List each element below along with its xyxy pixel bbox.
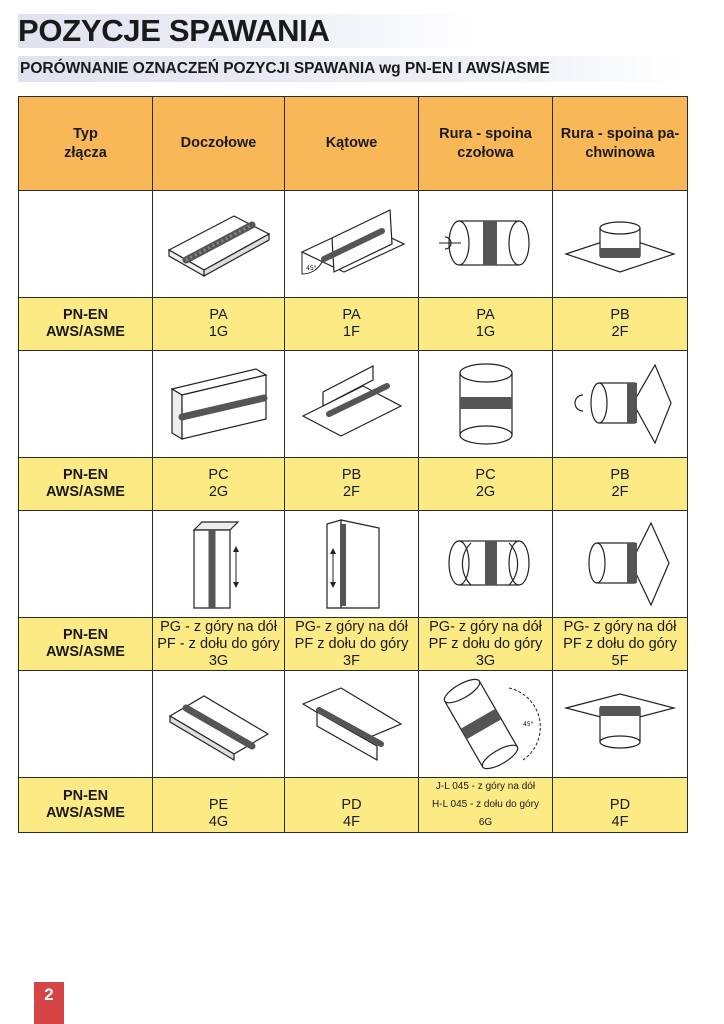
position-cell: PD 4F — [285, 778, 419, 833]
position-cell: PB 2F — [285, 458, 419, 511]
position-cell: PG- z góry na dół PF z dołu do góry 5F — [553, 618, 688, 671]
header-joint-type: Typ złącza — [19, 97, 153, 191]
header-pipe-butt: Rura - spoina czołowa — [419, 97, 553, 191]
angle-label: 45° — [305, 265, 317, 272]
code-label-cell: PN-EN AWS/ASME — [19, 778, 153, 833]
image-row-horizontal — [19, 351, 688, 458]
pipe-fillet-flat-illustration — [553, 191, 688, 298]
position-cell: J-L 045 - z góry na dół H-L 045 - z dołu do góry 6G — [419, 778, 553, 833]
position-cell: PG- z góry na dół PF z dołu do góry 3F — [285, 618, 419, 671]
code-label-cell: PN-EN AWS/ASME — [19, 618, 153, 671]
butt-flat-illustration — [153, 191, 285, 298]
pipe-fillet-overhead-illustration — [553, 671, 688, 778]
header-pipe-fillet: Rura - spoina pa- chwinowa — [553, 97, 688, 191]
header-fillet: Kątowe — [285, 97, 419, 191]
page-number-badge: 2 — [34, 982, 64, 1024]
code-label-cell: PN-EN AWS/ASME — [19, 458, 153, 511]
butt-vertical-illustration — [153, 511, 285, 618]
position-cell: PG - z góry na dół PF - z dołu do góry 3G — [153, 618, 285, 671]
fillet-horizontal-illustration — [285, 351, 419, 458]
pipe-fillet-vertical-illustration — [553, 511, 688, 618]
butt-horizontal-illustration — [153, 351, 285, 458]
position-cell: PA 1G — [153, 298, 285, 351]
pipe-butt-flat-illustration — [419, 191, 553, 298]
pipe-fillet-horizontal-illustration — [553, 351, 688, 458]
pipe-butt-vertical-illustration — [419, 511, 553, 618]
position-cell: PB 2F — [553, 458, 688, 511]
page-subtitle: PORÓWNANIE OZNACZEŃ POZYCJI SPAWANIA wg PN-EN I AWS/ASME — [20, 60, 550, 77]
fillet-vertical-illustration — [285, 511, 419, 618]
position-cell: PA 1F — [285, 298, 419, 351]
page-title: POZYCJE SPAWANIA — [18, 13, 330, 48]
position-cell: PC 2G — [419, 458, 553, 511]
angle-label: 45° — [522, 721, 534, 728]
position-cell: PG- z góry na dół PF z dołu do góry 3G — [419, 618, 553, 671]
code-label-cell: PN-EN AWS/ASME — [19, 298, 153, 351]
position-cell: PB 2F — [553, 298, 688, 351]
empty-cell — [19, 351, 153, 458]
empty-cell — [19, 511, 153, 618]
pipe-butt-inclined-illustration — [419, 671, 553, 778]
image-row-flat — [19, 191, 688, 298]
header-butt: Doczołowe — [153, 97, 285, 191]
welding-positions-table — [18, 96, 688, 833]
image-row-vertical — [19, 511, 688, 618]
image-row-overhead — [19, 671, 688, 778]
position-cell: PC 2G — [153, 458, 285, 511]
header-row — [19, 97, 688, 191]
label-row-4 — [19, 778, 688, 833]
position-cell: PD 4F — [553, 778, 688, 833]
fillet-flat-illustration — [285, 191, 419, 298]
fillet-overhead-illustration — [285, 671, 419, 778]
position-cell: PA 1G — [419, 298, 553, 351]
label-row-1 — [19, 298, 688, 351]
label-row-2 — [19, 458, 688, 511]
position-cell: PE 4G — [153, 778, 285, 833]
pipe-butt-horizontal-illustration — [419, 351, 553, 458]
empty-cell — [19, 191, 153, 298]
butt-overhead-illustration — [153, 671, 285, 778]
label-row-3 — [19, 618, 688, 671]
empty-cell — [19, 671, 153, 778]
